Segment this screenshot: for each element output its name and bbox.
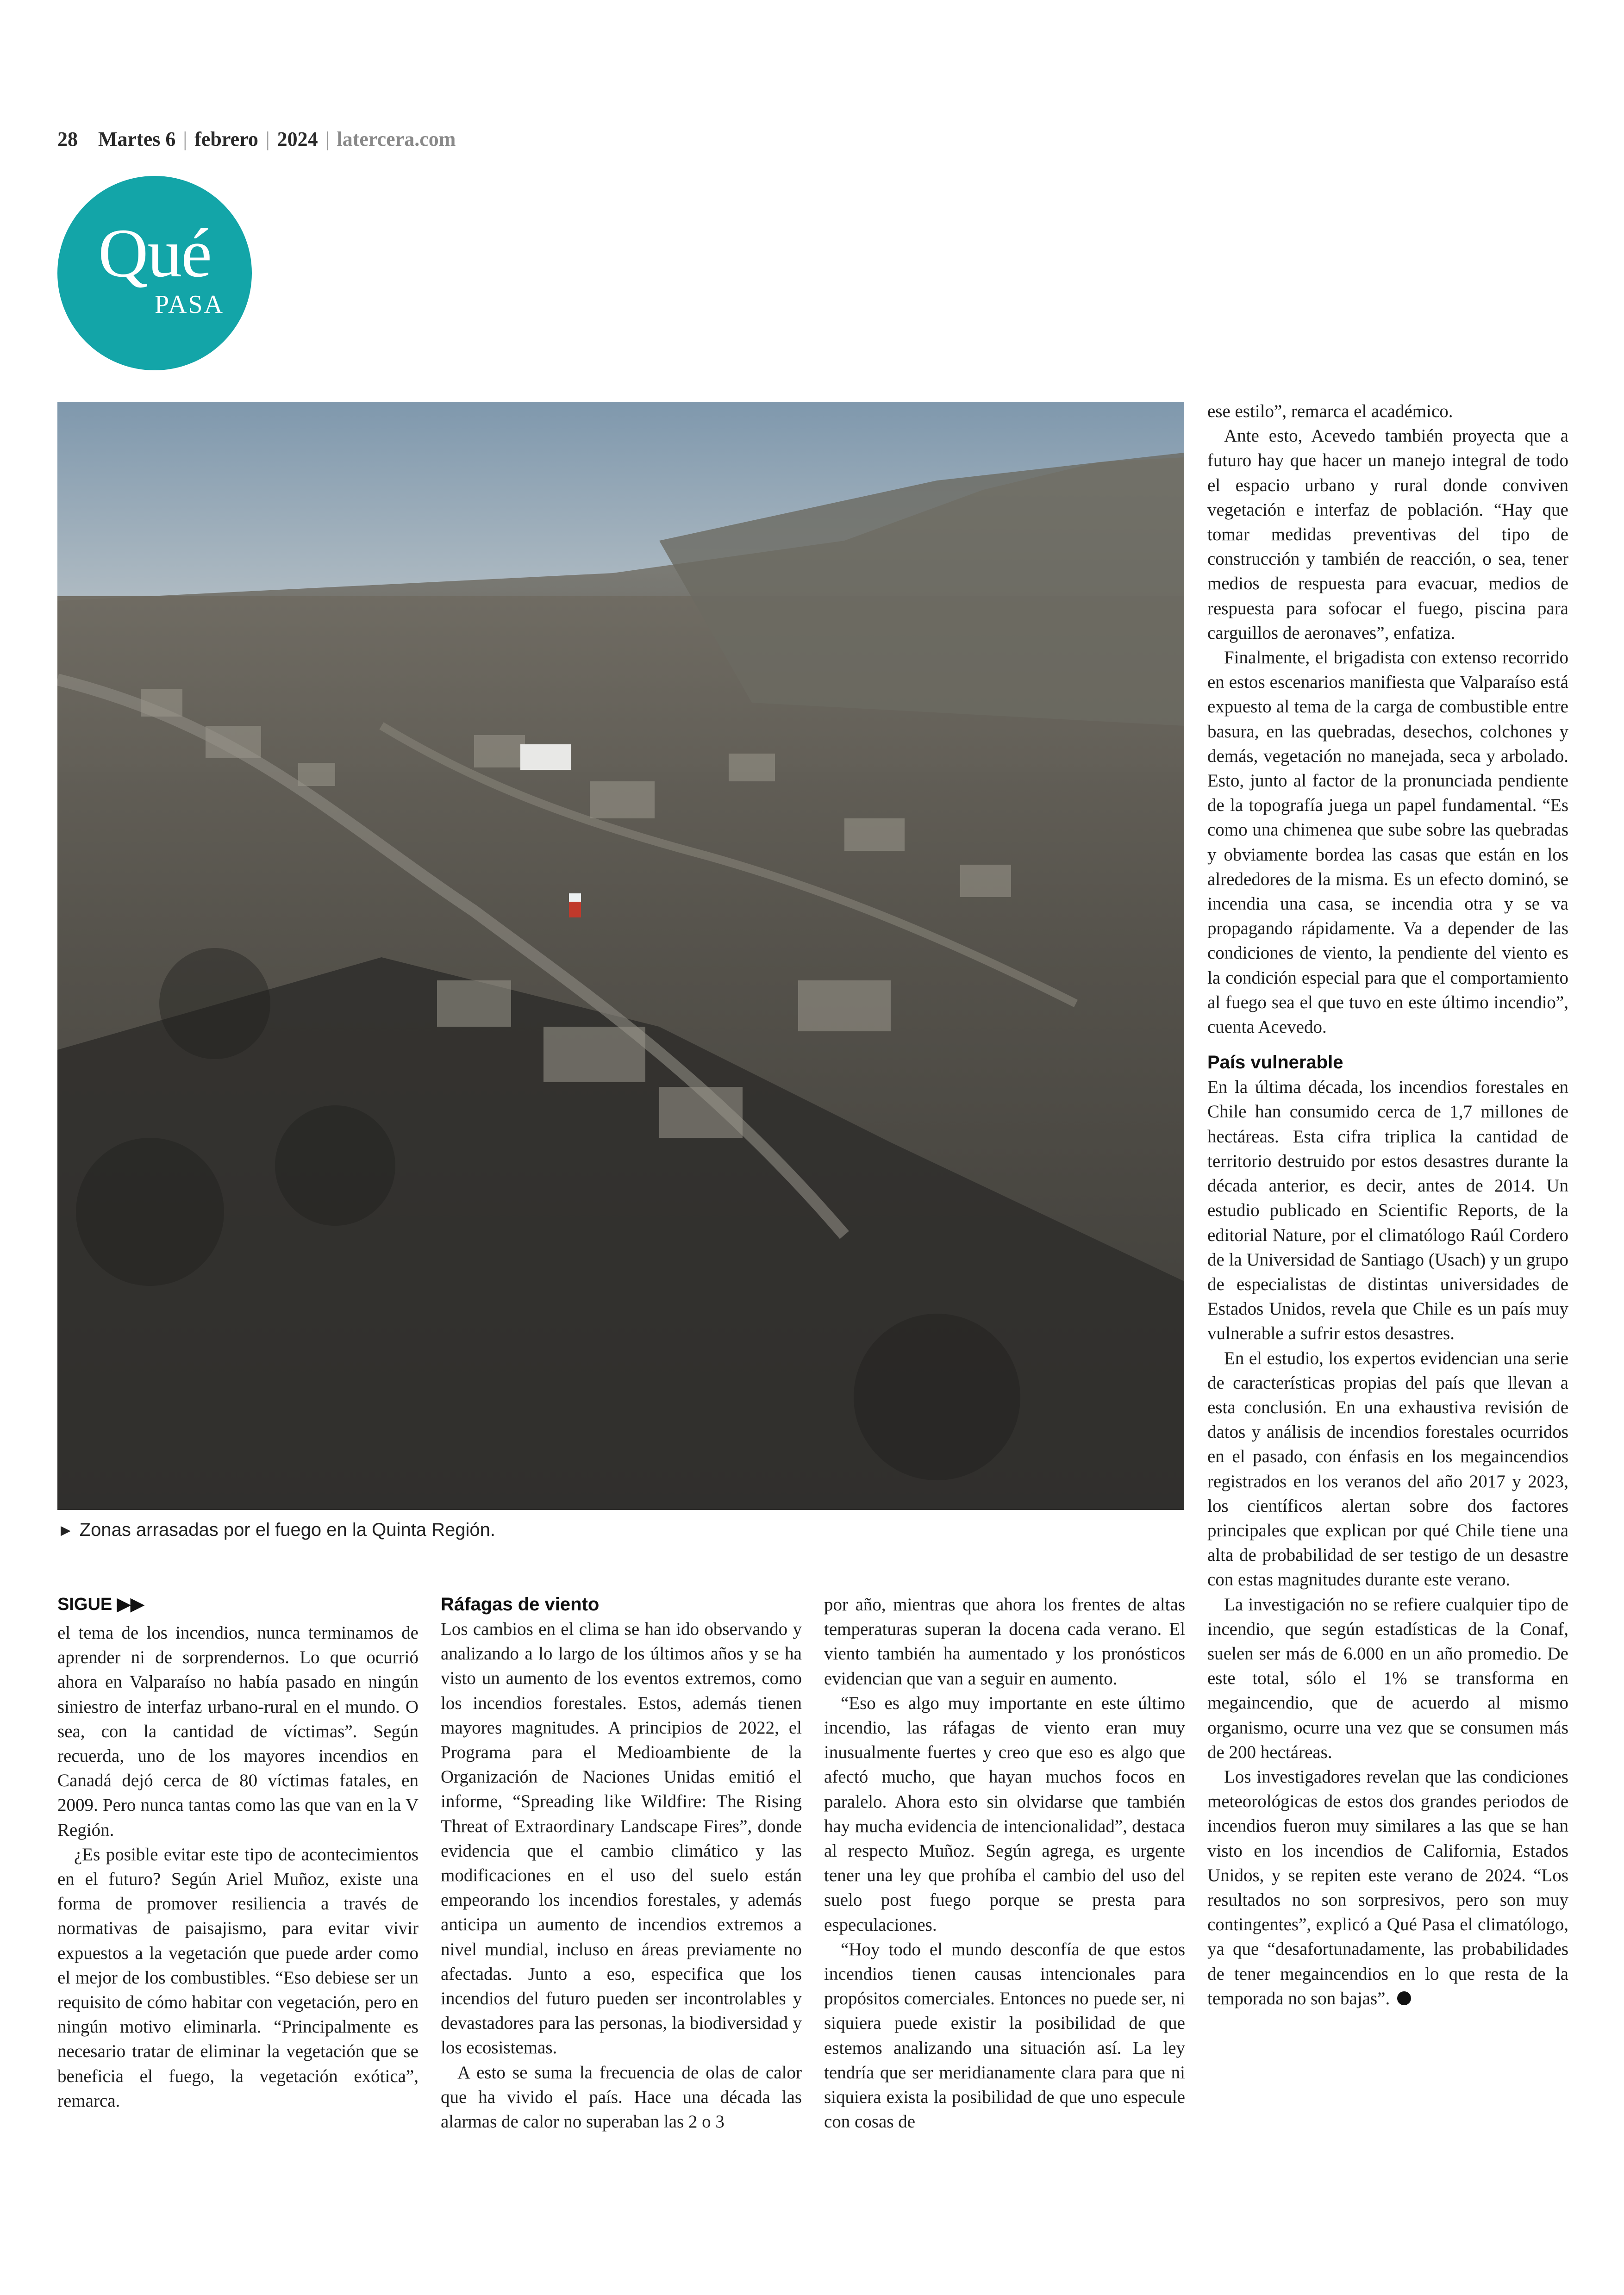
- caption-arrow-icon: ►: [57, 1521, 74, 1540]
- col4-paragraph-6: La investigación no se refiere cualquier tipo de incendio, que según estadísticas de la Conaf, suelen ser más de 6.000 en un año promedio. De este total, sólo el 1% se transforma en megaincendio, que de acuerdo al mismo organismo, ocurre una vez que se consumen más de 200 hectáreas.: [1207, 1594, 1568, 1762]
- col4-paragraph-7-text: Los investigadores revelan que las condiciones meteorológicas de estos dos grandes periodos de incendios fueron muy similares a las que se han visto en los incendios de California, Estados Unidos, y se repiten este verano de 2024. “Los resultados no son sorpresivos, pero son muy contingentes”, explicó a Qué Pasa el climatólogo, ya que “desafortunadamente, las probabilidades de tener megaincendios en lo que resta de la temporada no son bajas”.: [1207, 1766, 1568, 2008]
- col3-paragraph-1: por año, mientras que ahora los frentes de altas temperaturas superan la docena cada verano. El viento también ha aumentado y los pronósticos evidencian que van a seguir en aumento.: [824, 1595, 1185, 1689]
- caption-text: Zonas arrasadas por el fuego en la Quinta Región.: [79, 1520, 495, 1540]
- col4-paragraph-1: ese estilo”, remarca el académico.: [1207, 401, 1453, 421]
- header-separator: |: [183, 127, 187, 150]
- header-day: Martes 6: [98, 127, 176, 150]
- article-column-1: [57, 1592, 418, 2113]
- col4-paragraph-5: En el estudio, los expertos evidencian una serie de características propias del país que llevan a esta conclusión. En una exhaustiva revisión de datos y análisis de incendios forestales ocurridos en el pasado, con énfasis en los megaincendios registrados en los veranos del año 2017 y 2023, los científicos alertan sobre dos factores principales que explican por qué Chile tiene una alta de probabilidad de ser testigo de un desastre con estas magnitudes durante este verano.: [1207, 1348, 1568, 1590]
- section-heading-rafagas: Ráfagas de viento: [441, 1594, 600, 1615]
- logo-que: Qué: [98, 215, 211, 292]
- article-column-3: [824, 1592, 1185, 2134]
- sigue-label: SIGUE ▶▶: [57, 1595, 144, 1614]
- page-number: 28: [57, 127, 78, 150]
- article-column-4: [1207, 399, 1568, 2011]
- page-header: [57, 124, 456, 154]
- que-pasa-logo: [57, 176, 252, 370]
- col2-paragraph-2: A esto se suma la frecuencia de olas de calor que ha vivido el país. Hace una década las alarmas de calor no superaban las 2 o 3: [441, 2062, 802, 2132]
- col3-paragraph-2: “Eso es algo muy importante en este último incendio, las ráfagas de viento eran muy inusualmente fuertes y creo que eso es algo que afectó mucho, que hayan muchos focos en paralelo. Ahora esto sin olvidarse que también hay mucha evidencia de intencionalidad”, destaca al respecto Muñoz. Según agrega, es urgente tener una ley que prohíba el cambio del uso del suelo post fuego porque se presta para especulaciones.: [824, 1693, 1185, 1935]
- burned-hillside-illustration: [57, 402, 1184, 1510]
- col3-paragraph-3: “Hoy todo el mundo desconfía de que estos incendios tienen causas intencionales para propósitos comerciales. Entonces no puede ser, ni siquiera puede existir la posibilidad de que estemos analizando una situación así. La ley tendría que ser meridianamente clara para que ni siquiera exista la posibilidad de que uno especule con cosas de: [824, 1939, 1185, 2132]
- col4-paragraph-3: Finalmente, el brigadista con extenso recorrido en estos escenarios manifiesta que Valparaíso está expuesto al tema de la carga de combustible entre basura, en las quebradas, desechos, colchones y demás, vegetación no manejada, seca y arbolado. Esto, junto al factor de la pronunciada pendiente de la topografía juega un papel fundamental. “Es como una chimenea que sube sobre las quebradas y obviamente bordea las casas que están en los alrededores de la misma. Es un efecto dominó, se incendia una casa, se incendia otra y se va propagando rápidamente. Va a depender de las condiciones de viento, la pendiente del viento es la condición especial para que el comportamiento al fuego sea el que tuvo en este último incendio”, cuenta Acevedo.: [1207, 648, 1568, 1037]
- photo-caption: [57, 1514, 1184, 1547]
- article-column-2: [441, 1592, 802, 2134]
- header-separator: |: [325, 127, 330, 150]
- fire-aerial-photo: [57, 402, 1184, 1510]
- header-month: febrero: [194, 127, 258, 150]
- header-year: 2024: [277, 127, 318, 150]
- header-separator: |: [265, 127, 270, 150]
- col1-paragraph-2: ¿Es posible evitar este tipo de acontecimientos en el futuro? Según Ariel Muñoz, existe una forma de promover resiliencia a través de normativas de paisajismo, para evitar vivir expuestos a la vegetación que puede arder como el mejor de los combustibles. “Eso debiese ser un requisito de cómo habitar con vegetación, pero en ningún motivo eliminarla. “Principalmente es necesario tratar de eliminar la vegetación que se beneficia el fuego, la vegetación exótica”, remarca.: [57, 1844, 418, 2111]
- col4-paragraph-2: Ante esto, Acevedo también proyecta que a futuro hay que hacer un manejo integral de todo el espacio urbano y rural donde conviven vegetación e interfaz de población. “Hay que tomar medidas preventivas del tipo de construcción y también de reacción, o sea, tener medios de respuesta para evacuar, medios de respuesta para sofocar el fuego, piscina para carguillos de aeronaves”, enfatiza.: [1207, 426, 1568, 643]
- header-site: latercera.com: [337, 127, 456, 150]
- section-heading-pais-vulnerable: País vulnerable: [1207, 1052, 1343, 1073]
- col4-paragraph-4: En la última década, los incendios forestales en Chile han consumido cerca de 1,7 millones de hectáreas. Esta cifra triplica la cantidad de territorio destruido por estos desastres durante la década anterior, es decir, antes de 2014. Un estudio publicado en Scientific Reports, de la editorial Nature, por el climatólogo Raúl Cordero de la Universidad de Santiago (Usach) y un grupo de especialistas de distintas universidades de Estados Unidos, revela que Chile es un país muy vulnerable a sufrir estos desastres.: [1207, 1077, 1568, 1344]
- logo-pasa: PASA: [154, 290, 225, 319]
- col4-paragraph-7: [1207, 1765, 1568, 2011]
- col1-paragraph-1: el tema de los incendios, nunca terminamos de aprender ni de sorprendernos. Lo que ocurrió ahora en Valparaíso no había pasado en ningún siniestro de interfaz urbano-rural en el mundo. O sea, con la cantidad de víctimas”. Según recuerda, uno de los mayores incendios en Canadá dejó cerca de 80 víctimas fatales, en 2009. Pero nunca tantas como las que van en la V Región.: [57, 1623, 418, 1840]
- end-of-article-bullet-icon: [1397, 1991, 1411, 2005]
- col2-paragraph-1: Los cambios en el clima se han ido observando y analizando a lo largo de los últimos años y se ha visto un aumento de los eventos extremos, como los incendios forestales. Estos, además tienen mayores magnitudes. A principios de 2022, el Programa para el Medioambiente de la Organización de Naciones Unidas emitió el informe, “Spreading like Wildfire: The Rising Threat of Extraordinary Landscape Fires”, donde evidencia que el cambio climático y las modificaciones en el uso del suelo están empeorando los incendios forestales, y además anticipa un aumento de incendios extremos a nivel mundial, incluso en áreas previamente no afectadas. Junto a eso, especifica que los incendios del futuro pueden ser incontrolables y devastadores para las personas, la biodiversidad y los ecosistemas.: [441, 1619, 802, 2058]
